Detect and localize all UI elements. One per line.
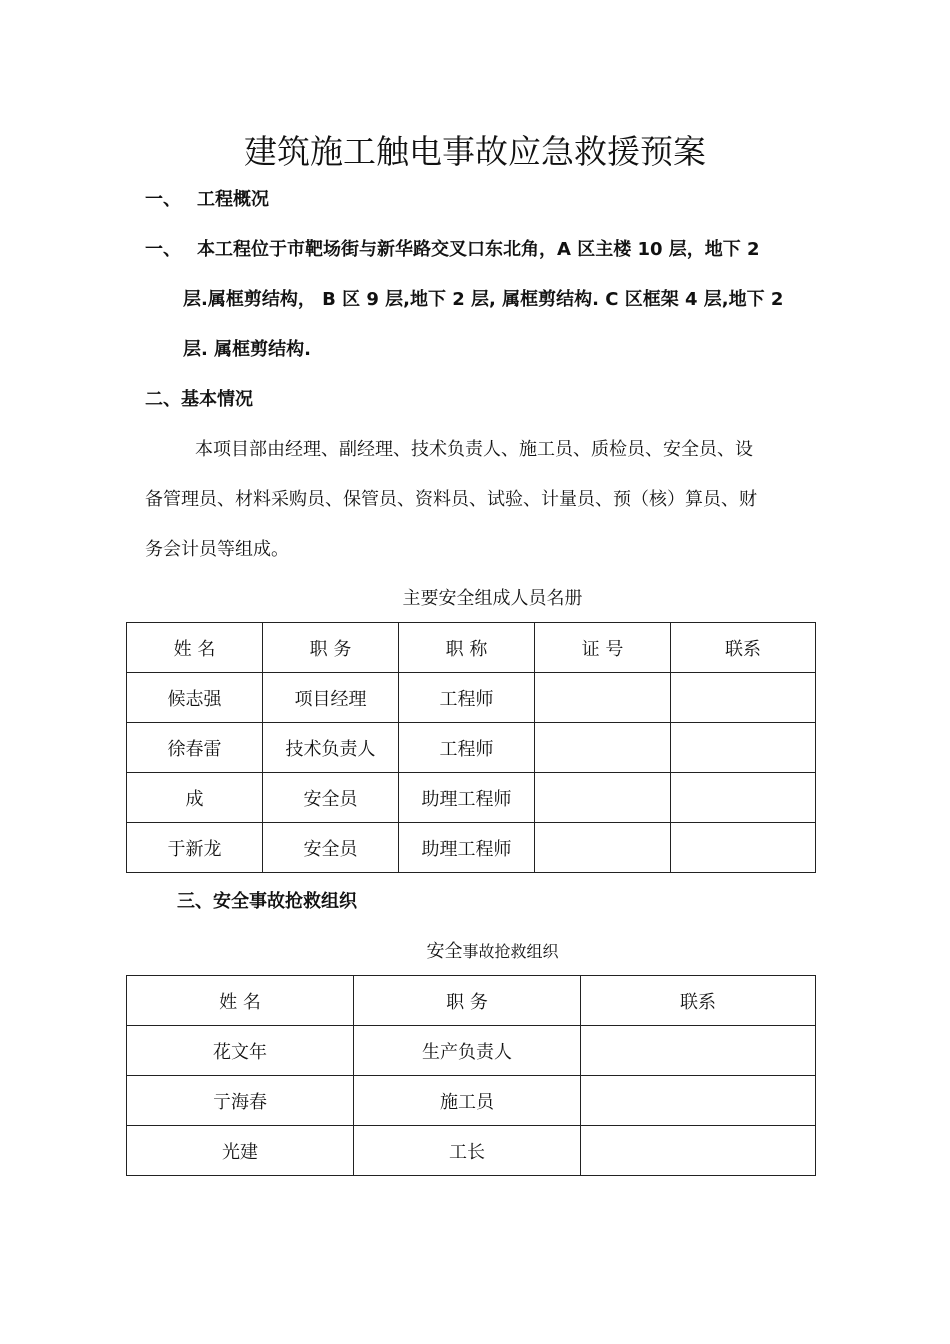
page-title: 建筑施工触电事故应急救援预案 [244,132,706,171]
basic-line-3: 务会计员等组成。 [145,539,289,560]
cell-title: 工程师 [399,723,535,773]
cell-title: 工程师 [399,673,535,723]
overview-line-2: 层.属框剪结构， B 区 9 层,地下 2 层, 属框剪结构. C 区框架 4 层,地下 2 [183,289,784,310]
cell-name: 徐春雷 [127,723,263,773]
cell-name: 候志强 [127,673,263,723]
table-row [127,673,816,723]
personnel-table [126,622,816,873]
header-name: 姓 名 [127,623,263,673]
cell-position: 项目经理 [263,673,399,723]
cell-position: 生产负责人 [354,1026,581,1076]
cell-contact [581,1026,816,1076]
overview-number: 一、 [145,239,181,260]
cell-name: 亍海春 [127,1076,354,1126]
table-row [127,823,816,873]
cell-cert-no [535,673,671,723]
cell-cert-no [535,823,671,873]
header-contact: 联系 [581,976,816,1026]
overview-line-1: 本工程位于市靶场街与新华路交叉口东北角，A 区主楼 10 层，地下 2 [197,239,760,260]
cell-contact [671,773,816,823]
cell-contact [581,1076,816,1126]
table-row [127,1026,816,1076]
table-2-caption-b: 事故抢救组织 [462,942,559,961]
section-2-heading: 二、基本情况 [145,389,253,410]
cell-contact [671,723,816,773]
header-contact: 联系 [671,623,816,673]
table-2-caption-a: 安全 [426,941,463,962]
cell-contact [671,673,816,723]
section-3-heading: 三、安全事故抢救组织 [177,891,357,912]
header-cert-no: 证 号 [535,623,671,673]
cell-contact [581,1126,816,1176]
cell-contact [671,823,816,873]
header-position: 职 务 [263,623,399,673]
section-1-heading: 工程概况 [197,189,269,210]
table-header-row [127,623,816,673]
header-title: 职 称 [399,623,535,673]
cell-position: 工长 [354,1126,581,1176]
cell-title: 助理工程师 [399,823,535,873]
cell-cert-no [535,773,671,823]
cell-cert-no [535,723,671,773]
cell-name: 花文年 [127,1026,354,1076]
cell-name: 于新龙 [127,823,263,873]
table-2-caption [0,939,950,965]
overview-line-3: 层. 属框剪结构. [183,339,311,360]
header-position: 职 务 [354,976,581,1026]
basic-line-2: 备管理员、材料采购员、保管员、资料员、试验、计量员、预（核）算员、财 [145,489,757,510]
cell-name: 光建 [127,1126,354,1176]
cell-title: 助理工程师 [399,773,535,823]
rescue-organization-table [126,975,816,1176]
cell-name: 成 [127,773,263,823]
section-1-number: 一、 [145,189,181,210]
header-name: 姓 名 [127,976,354,1026]
cell-position: 安全员 [263,823,399,873]
table-row [127,773,816,823]
basic-line-1: 本项目部由经理、副经理、技术负责人、施工员、质检员、安全员、设 [195,439,753,460]
cell-position: 安全员 [263,773,399,823]
table-row [127,1076,816,1126]
table-header-row [127,976,816,1026]
table-row [127,1126,816,1176]
table-1-caption: 主要安全组成人员名册 [402,588,583,609]
table-row [127,723,816,773]
cell-position: 技术负责人 [263,723,399,773]
cell-position: 施工员 [354,1076,581,1126]
